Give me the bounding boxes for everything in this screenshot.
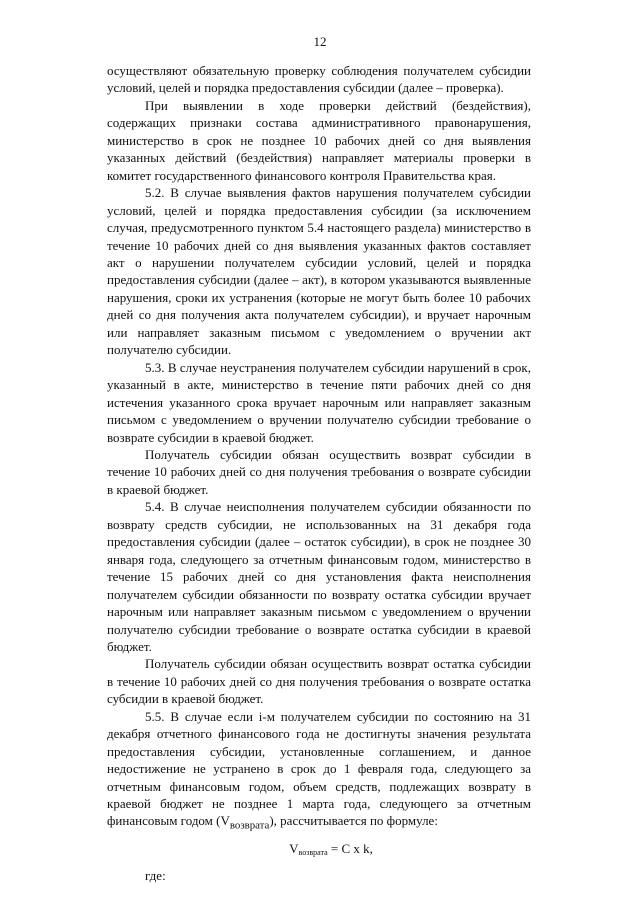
paragraph-5-5-tail: ), рассчитывается по формуле:	[269, 813, 438, 829]
paragraph-5-4: 5.4. В случае неисполнения получателем субсидии обязанности по возврату средств субсидии, не использованных на 31 декабря года предоставления субсидии (далее – остаток субсидии), в срок не позднее 30 января года, следующего за отчетным финансовым годом, министерство в течение 15 рабочих дней со дня установления факта неисполнения получателем субсидии обязанности по возврату остатка субсидии вручает нарочным или направляет заказным письмом с уведомлением о вручении получателю субсидии требование о возврате остатка субсидии в краевой бюджет.	[107, 499, 531, 654]
page-number: 12	[313, 34, 327, 49]
paragraph-verification-intro: осуществляют обязательную проверку соблюдения получателем субсидии условий, целей и порядка предоставления субсидии (далее – проверка).	[107, 63, 531, 96]
paragraph-refund-obligation: Получатель субсидии обязан осуществить возврат субсидии в течение 10 рабочих дней со дня получения требования о возврате субсидии в краевой бюджет.	[107, 446, 531, 497]
paragraph-5-5-text: 5.5. В случае если i-м получателем субсидии по состоянию на 31 декабря отчетного финансового года не достигнуты значения результата предоставления субсидии, установленные соглашением, и данное недостижение не устранено в срок до 1 февраля года, следующего за отчетным финансовым годом, объем средств, подлежащих возврату в краевой бюджет не позднее 1 марта года, следующего за отчетным финансовым годом (V	[107, 708, 531, 829]
where-label: где:	[145, 867, 166, 883]
paragraph-5-5	[107, 708, 531, 836]
paragraph-remainder-refund: Получатель субсидии обязан осуществить возврат остатка субсидии в течение 10 рабочих дней со дня получения требования о возврате остатка субсидии в краевой бюджет.	[107, 656, 531, 707]
formula-subscript: возврата	[298, 847, 328, 857]
paragraph-administrative-violation: При выявлении в ходе проверки действий (бездействия), содержащих признаки состава административного правонарушения, министерство в срок не позднее 10 рабочих дней со дня выявления указанных действий (бездействия) направляет материалы проверки в комитет государственного финансового контроля Правительства края.	[107, 97, 531, 183]
paragraph-5-2: 5.2. В случае выявления фактов нарушения получателем субсидии условий, целей и порядка предоставления субсидии (за исключением случая, предусмотренного пунктом 5.4 настоящего раздела) министерство в течение 10 рабочих дней со дня выявления указанных фактов составляет акт о нарушении получателем субсидии условий, целей и порядка предоставления субсидии (далее – акт), в котором указываются выявленные нарушения, сроки их устранения (которые не могут быть более 10 рабочих дней со дня получения акта получателем субсидии), и вручает нарочным или направляет заказным письмом с уведомлением о вручении акт получателю субсидии.	[107, 185, 531, 358]
document-body	[107, 62, 531, 884]
formula-variable: V	[289, 840, 299, 856]
formula-rhs: = C x k,	[327, 840, 373, 856]
paragraph-5-3: 5.3. В случае неустранения получателем субсидии нарушений в срок, указанный в акте, министерство в течение пяти рабочих дней со дня истечения указанного срока вручает нарочным или направляет заказным письмом с уведомлением о вручении получателю субсидии требование о возврате субсидии в краевой бюджет.	[107, 359, 531, 445]
paragraph-5-5-subscript: возврата	[229, 820, 270, 833]
refund-formula	[107, 839, 531, 859]
